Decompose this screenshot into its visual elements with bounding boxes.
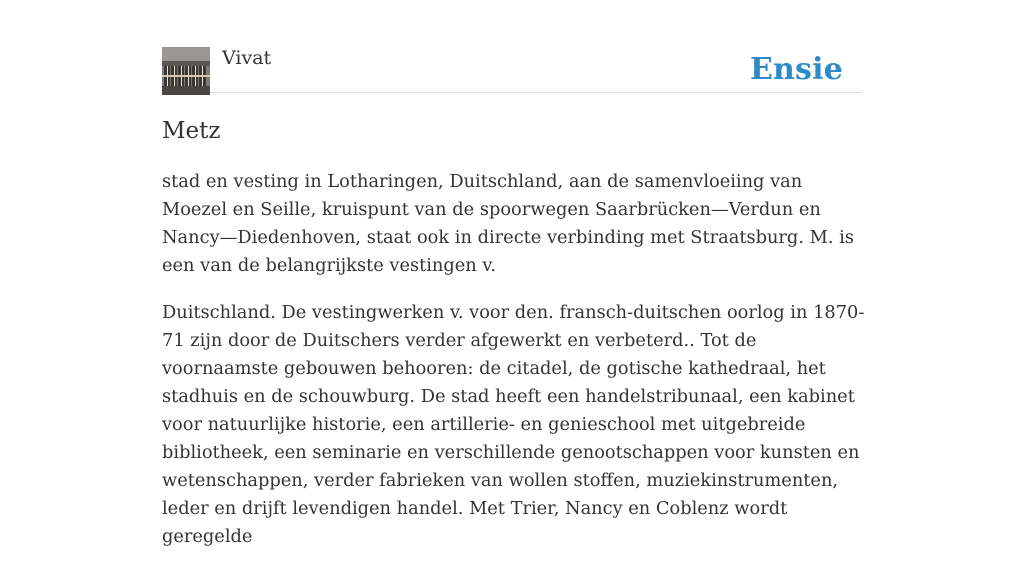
article-body (162, 168, 867, 570)
paragraph: stad en vesting in Lotharingen, Duitschland, aan de samenvloeiing van Moezel en Seille, kruispunt van de spoorwegen Saarbrücken—Verdun en Nancy—Diedenhoven, staat ook in directe verbinding met Straatsburg. M. is een van de belangrijkste vestingen v. (162, 171, 854, 276)
author-name[interactable]: Vivat (222, 47, 272, 69)
content-column (162, 0, 865, 547)
paragraph: Duitschland. De vestingwerken v. voor den. fransch-duitschen oorlog in 1870-71 zijn door de Duitschers verder afgewerkt en verbeterd.. Tot de voornaamste gebouwen behooren: de citadel, de gotische kathedraal, het stadhuis en de schouwburg. De stad heeft een handelstribunaal, een kabinet voor natuurlijke historie, een artillerie- en genieschool met uitgebreide bibliotheek, een seminarie en verschillende genootschappen voor kunsten en wetenschappen, verder fabrieken van wollen stoffen, muziekinstrumenten, leder en drijft levendigen handel. Met Trier, Nancy en Coblenz wordt geregelde (162, 302, 865, 547)
header (162, 0, 862, 93)
bookshelf-avatar-image (162, 47, 210, 95)
avatar[interactable] (162, 47, 210, 95)
article-title: Metz (162, 118, 221, 144)
ensie-logo[interactable]: Ensie (749, 52, 843, 87)
